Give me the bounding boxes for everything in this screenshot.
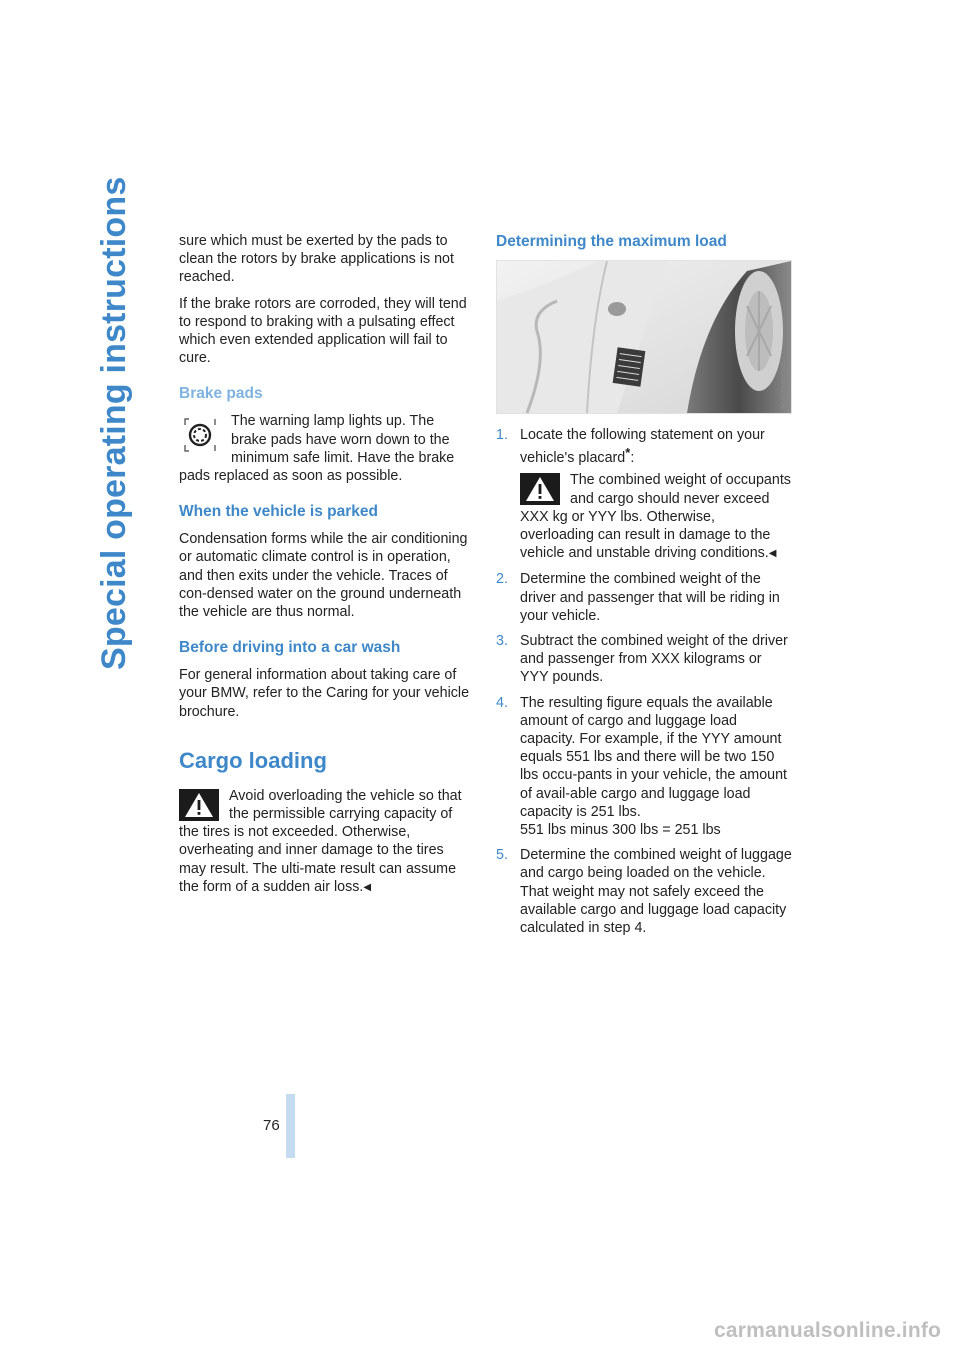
step-calculation: 551 lbs minus 300 lbs = 251 lbs [520,822,721,839]
step-item-2 [496,570,792,625]
page-marker-bar [286,1094,295,1158]
intro-paragraph-1: sure which must be exerted by the pads to clean the rotors by brake applications is not reached. [179,233,454,286]
step-text: Determine the combined weight of luggage and cargo being loaded on the vehicle. That weight may not safely exceed the available cargo and luggage load capacity calculated in step 4. [520,847,792,937]
photo-code: MV07980CMA [780,360,788,409]
carwash-text: For general information about taking care of your BMW, refer to the Caring for your vehicle brochure. [179,667,470,720]
end-mark: ◀ [768,548,777,560]
step-number: 3. [496,633,508,650]
brake-pads-text: The warning lamp lights up. The brake pads have worn down to the minimum safe limit. Have the brake pads replaced as soon as possible. [179,413,455,485]
watermark: carmanualsonline.info [714,1319,942,1342]
cargo-warning-block [179,787,472,897]
placard-warning-text: The combined weight of occupants and cargo should never exceed XXX kg or YYY lbs. Otherwise, overloading can result in damage to the vehicle and unstable driving conditions. [520,472,791,562]
cargo-warning-text: Avoid overloading the vehicle so that the permissible carrying capacity of the tires is not exceeded. Otherwise, overheating and inner damage to the tires may result. The ulti-mate result can assume the form of a sudden air loss. [179,787,462,895]
placard-warning-block [520,471,792,563]
step-number: 2. [496,571,508,588]
right-column [496,232,792,944]
step-suffix: : [630,450,635,467]
cargo-loading-heading: Cargo loading [179,747,327,773]
carwash-heading: Before driving into a car wash [179,639,401,657]
step-text: Determine the combined weight of the driver and passenger that will be riding in your vehicle. [520,571,780,624]
brake-pads-heading: Brake pads [179,385,263,403]
max-load-heading: Determining the maximum load [496,233,727,250]
door-placard-photo [496,260,792,414]
step-text: The resulting figure equals the available amount of cargo and luggage load capacity. For example, if the YYY amount equals 551 lbs and there will be two 150 lbs occu-pants in your vehicle, the amount of avail-able cargo and luggage load capacity is 251 lbs. [520,694,788,820]
step-number: 1. [496,427,508,443]
optional-equipment-star: * [625,445,631,461]
warning-triangle-icon [520,473,560,507]
brake-warning-lamp-icon [179,414,221,456]
step-number: 5. [496,847,508,864]
left-column [179,232,472,897]
step-item-4 [496,694,792,840]
steps-list [496,426,792,937]
step-item-3 [496,632,792,687]
step-text: Subtract the combined weight of the driver and passenger from XXX kilograms or YYY pounds. [520,633,788,686]
step-text: Locate the following statement on your vehicle's placard [520,427,765,467]
warning-triangle-icon [179,789,219,823]
page-number: 76 [263,1117,280,1134]
end-mark: ◀ [363,881,372,893]
step-item-5 [496,846,792,937]
parked-text: Condensation forms while the air conditioning or automatic climate control is in operation, and then exits under the vehicle. Traces of con-densed water on the ground underneath the vehicle are thus normal. [179,531,468,621]
parked-heading: When the vehicle is parked [179,503,378,521]
step-item-1 [496,426,792,563]
brake-pads-section [179,412,472,485]
chapter-side-title: Special operating instructions [95,176,133,670]
intro-paragraph-2: If the brake rotors are corroded, they will tend to respond to braking with a pulsating effect which even extended application will fail to cure. [179,295,467,367]
step-number: 4. [496,694,508,711]
